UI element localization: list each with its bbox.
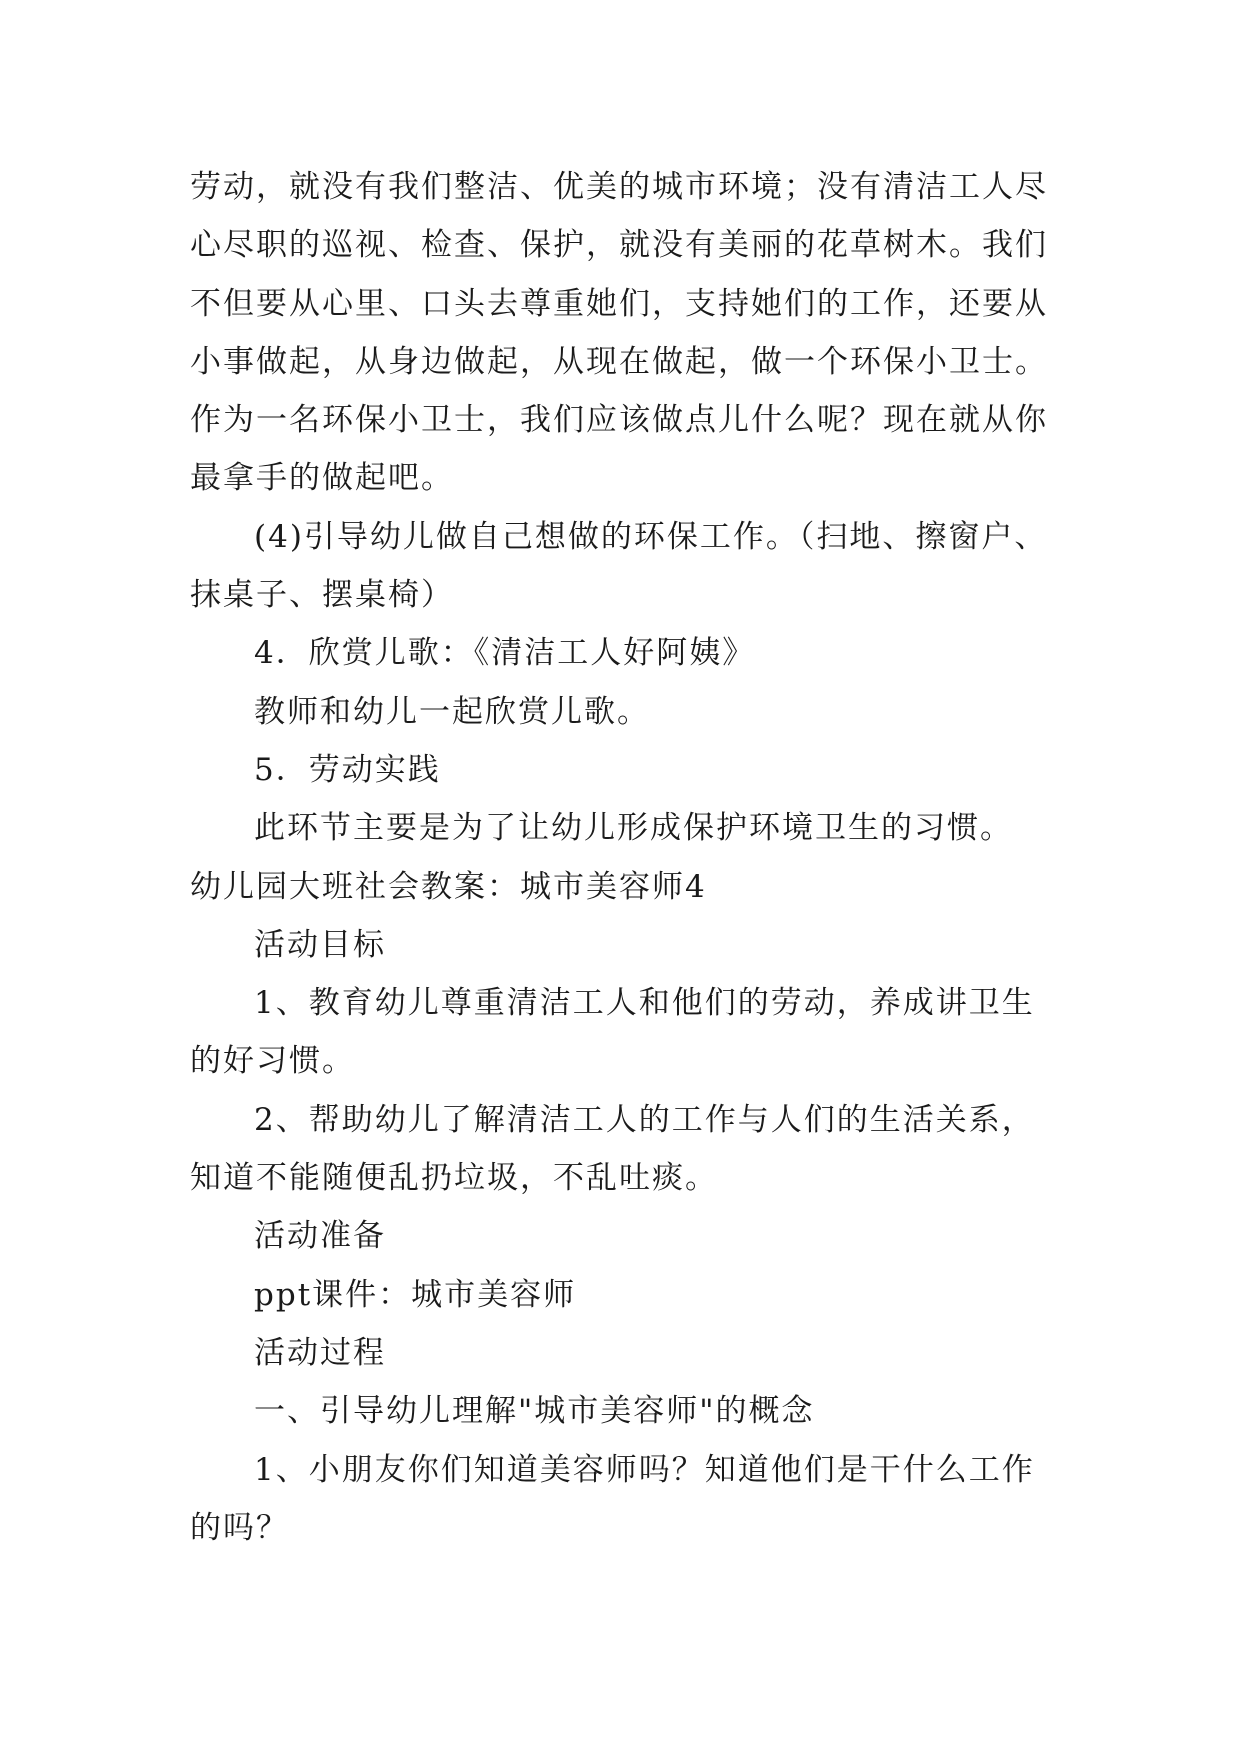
paragraph-line: 此环节主要是为了让幼儿形成保护环境卫生的习惯。 xyxy=(254,810,1013,847)
section-heading: 活动过程 xyxy=(254,1334,386,1371)
section-heading: 4．欣赏儿歌：《清洁工人好阿姨》 xyxy=(254,635,756,672)
paragraph-line: 1、小朋友你们知道美容师吗？知道他们是干什么工作 xyxy=(254,1451,1035,1488)
paragraph-line: (4)引导幼儿做自己想做的环保工作。（扫地、擦窗户、 xyxy=(254,518,1048,555)
paragraph-line: 的吗？ xyxy=(190,1509,289,1546)
section-heading: 活动目标 xyxy=(254,926,386,963)
paragraph-line: 心尽职的巡视、检查、保护，就没有美丽的花草树木。我们 xyxy=(190,227,1048,264)
paragraph-line: ppt课件：城市美容师 xyxy=(254,1276,577,1313)
paragraph-line: 不但要从心里、口头去尊重她们，支持她们的工作，还要从 xyxy=(190,285,1048,322)
paragraph-line: 教师和幼儿一起欣赏儿歌。 xyxy=(254,693,650,730)
document-title: 幼儿园大班社会教案：城市美容师4 xyxy=(190,868,707,905)
paragraph-line: 最拿手的做起吧。 xyxy=(190,460,454,497)
paragraph-line: 劳动，就没有我们整洁、优美的城市环境；没有清洁工人尽 xyxy=(190,169,1048,205)
paragraph-line: 的好习惯。 xyxy=(190,1043,355,1080)
section-heading: 一、引导幼儿理解"城市美容师"的概念 xyxy=(254,1393,815,1430)
paragraph-line: 1、教育幼儿尊重清洁工人和他们的劳动，养成讲卫生 xyxy=(254,985,1035,1022)
paragraph-line: 小事做起，从身边做起，从现在做起，做一个环保小卫士。 xyxy=(190,343,1048,380)
section-heading: 活动准备 xyxy=(254,1218,386,1255)
section-heading: 5．劳动实践 xyxy=(254,751,441,788)
paragraph-line: 作为一名环保小卫士，我们应该做点儿什么呢？现在就从你 xyxy=(190,402,1048,439)
document-body xyxy=(190,158,1070,1557)
paragraph-line: 抹桌子、摆桌椅） xyxy=(190,577,454,614)
paragraph-line: 2、帮助幼儿了解清洁工人的工作与人们的生活关系， xyxy=(254,1101,1035,1138)
paragraph-line: 知道不能随便乱扔垃圾，不乱吐痰。 xyxy=(190,1160,718,1197)
